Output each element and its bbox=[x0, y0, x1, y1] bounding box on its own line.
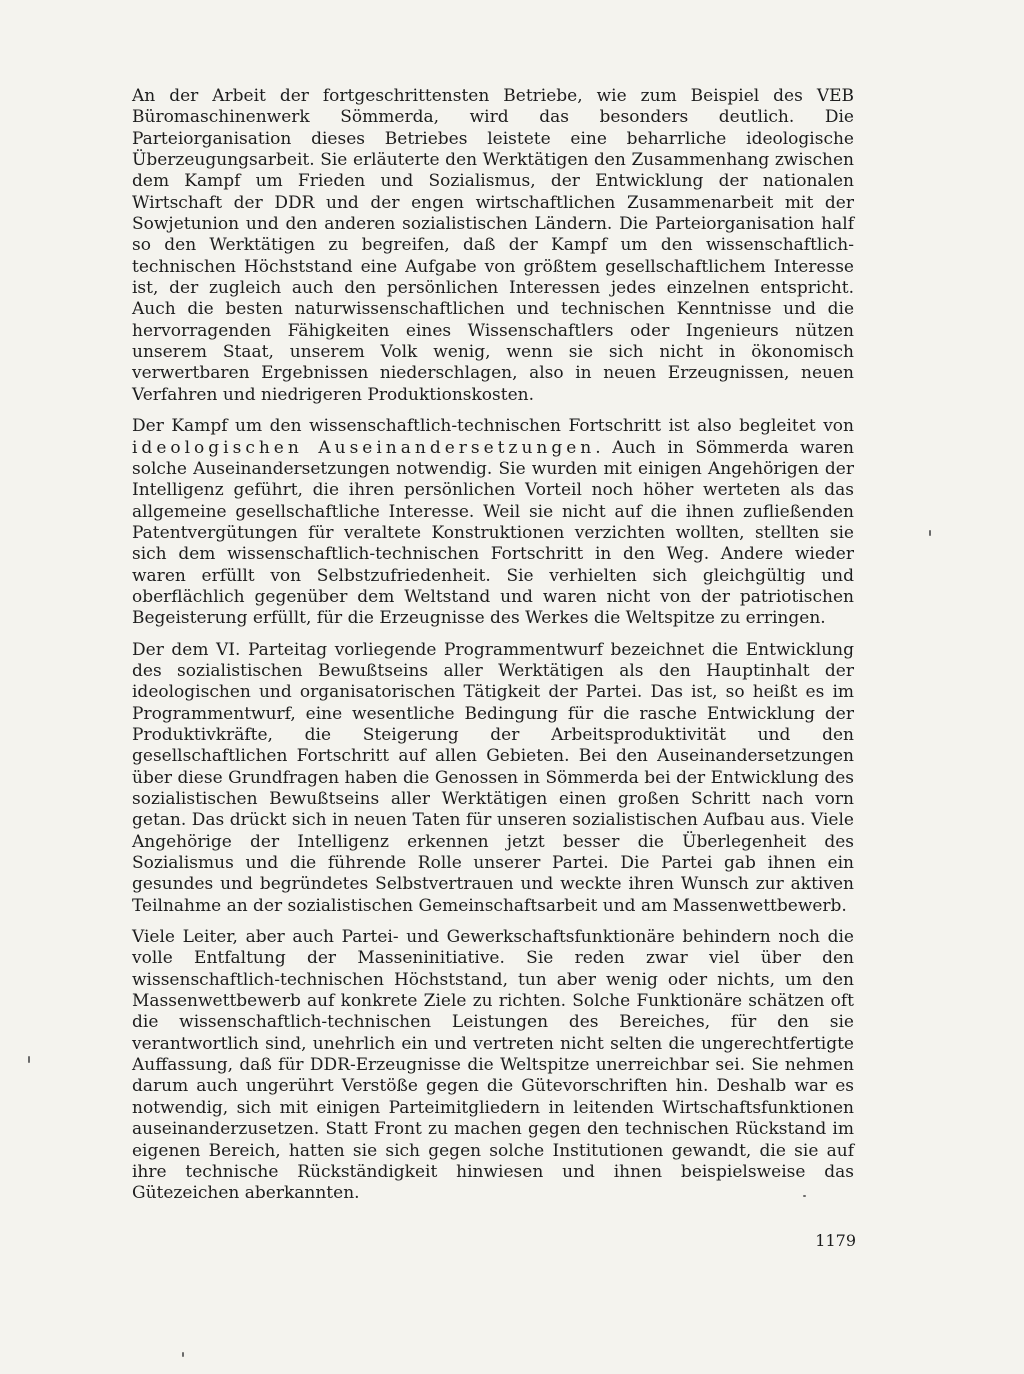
page-number: 1179 bbox=[815, 1231, 856, 1250]
paragraph-3: Der dem VI. Parteitag vorliegende Programmentwurf bezeichnet die Entwicklung des sozialistischen Bewußtseins aller Werktätigen als den Hauptinhalt der ideologischen und organisatorischen Tätigkeit der Partei. Das ist, so heißt es im Programmentwurf, eine wesentliche Bedingung für die rasche Entwicklung der Produktivkräfte, die Steigerung der Arbeitsproduktivität und den gesellschaftlichen Fortschritt auf allen Gebieten. Bei den Auseinandersetzungen über diese Grundfragen haben die Genossen in Sömmerda bei der Entwicklung des sozialistischen Bewußtseins aller Werktätigen einen großen Schritt nach vorn getan. Das drückt sich in neuen Taten für unseren sozialistischen Aufbau aus. Viele Angehörige der Intelligenz erkennen jetzt besser die Überlegenheit des Sozialismus und die führende Rolle unserer Partei. Die Partei gab ihnen ein gesundes und begründetes Selbstvertrauen und weckte ihren Wunsch zur aktiven Teilnahme an der sozialistischen Gemeinschaftsarbeit und am Massenwettbewerb. bbox=[132, 639, 854, 916]
paragraph-2-rest: . Auch in Sömmerda waren solche Auseinandersetzungen notwendig. Sie wurden mit einigen Angehörigen der Intelligenz geführt, die ihren persönlichen Vorteil noch höher werteten als das allgemeine gesellschaftliche Interesse. Weil sie nicht auf die ihnen zufließenden Patentvergütungen für veraltete Konstruktionen verzichten wollten, stellten sie sich dem wissenschaftlich-technischen Fortschritt in den Weg. Andere wieder waren erfüllt von Selbstzufriedenheit. Sie verhielten sich gleichgültig und oberflächlich gegenüber dem Weltstand und waren nicht von der patriotischen Begeisterung erfüllt, für die Erzeugnisse des Werkes die Weltspitze zu erringen. bbox=[132, 437, 854, 629]
scan-speck bbox=[929, 530, 931, 536]
paragraph-1: An der Arbeit der fortgeschrittensten Betriebe, wie zum Beispiel des VEB Büromaschinenwerk Sömmerda, wird das besonders deutlich. Die Parteiorganisation dieses Betriebes leistete eine beharrliche ideologische Überzeugungsarbeit. Sie erläuterte den Werktätigen den Zusammenhang zwischen dem Kampf um Frieden und Sozialismus, der Entwicklung der nationalen Wirtschaft der DDR und der engen wirtschaftlichen Zusammenarbeit mit der Sowjetunion und den anderen sozialistischen Ländern. Die Parteiorganisation half so den Werktätigen zu begreifen, daß der Kampf um den wissenschaftlich-technischen Höchststand eine Aufgabe von größtem gesellschaftlichem Interesse ist, der zugleich auch den persönlichen Interessen jedes einzelnen entspricht. Auch die besten naturwissenschaftlichen und technischen Kenntnisse und die hervorragenden Fähigkeiten eines Wissenschaftlers oder Ingenieurs nützen unserem Staat, unserem Volk wenig, wenn sie sich nicht in ökonomisch verwertbaren Ergebnissen niederschlagen, also in neuen Erzeugnissen, neuen Verfahren und niedrigeren Produktionskosten. bbox=[132, 86, 854, 405]
body-text bbox=[132, 86, 854, 1205]
paragraph-2 bbox=[132, 416, 854, 629]
paragraph-2-emphasis: ideologischen Auseinandersetzungen bbox=[132, 437, 596, 458]
scan-speck bbox=[182, 1352, 184, 1357]
scan-speck bbox=[803, 1195, 806, 1197]
paragraph-2-lead: Der Kampf um den wissenschaftlich-technischen Fortschritt ist also begleitet von bbox=[132, 416, 854, 437]
scan-speck bbox=[28, 1056, 30, 1063]
paragraph-4: Viele Leiter, aber auch Partei- und Gewerkschaftsfunktionäre behindern noch die volle Entfaltung der Masseninitiative. Sie reden zwar viel über den wissenschaftlich-technischen Höchststand, tun aber wenig oder nichts, um den Massenwettbewerb auf konkrete Ziele zu richten. Solche Funktionäre schätzen oft die wissenschaftlich-technischen Leistungen des Bereiches, für den sie verantwortlich sind, unehrlich ein und vertreten nicht selten die ungerechtfertigte Auffassung, daß für DDR-Erzeugnisse die Weltspitze unerreichbar sei. Sie nehmen darum auch ungerührt Verstöße gegen die Gütevorschriften hin. Deshalb war es notwendig, sich mit einigen Parteimitgliedern in leitenden Wirtschaftsfunktionen auseinanderzusetzen. Statt Front zu machen gegen den technischen Rückstand im eigenen Bereich, hatten sie sich gegen solche Institutionen gewandt, die sie auf ihre technische Rückständigkeit hinwiesen und ihnen beispielsweise das Gütezeichen aberkannten. bbox=[132, 927, 854, 1204]
